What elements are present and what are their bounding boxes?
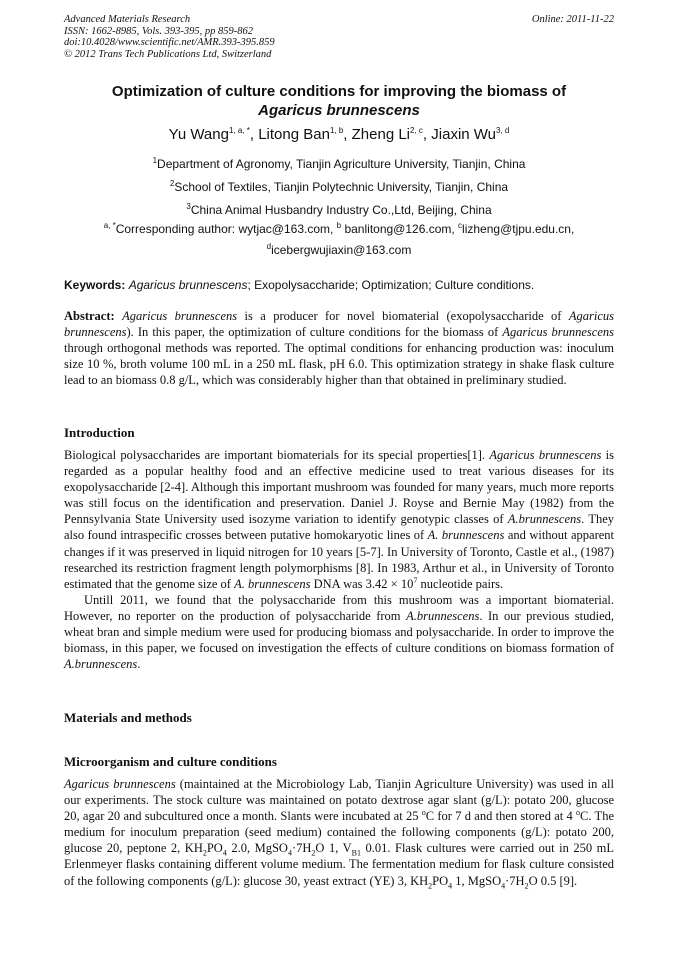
- affiliation-1: $^1$Department of Agronomy, Tianjin Agriculture University, Tianjin, China: [152, 156, 526, 171]
- copyright-line: © 2012 Trans Tech Publications Ltd, Switzerland: [64, 48, 272, 60]
- issn-line: ISSN: 1662-8985, Vols. 393-395, pp 859-862: [64, 25, 253, 37]
- intro-paragraph-2: Untill 2011, we found that the polysaccharide from this mushroom was a important biomaterial. However, no reporter on the production of polysaccharide from A.brunnescens. In our previous studied, wheat bran and simple medium were used for producing biomass and polysaccharide. In order to improve the biomass, in this paper, we focused on investigation the effects of culture conditions on biomass formation of A.brunnescens.: [64, 592, 614, 672]
- intro-paragraph-1: Biological polysaccharides are important biomaterials for its special properties[1]. Agaricus brunnescens is regarded as a popular healthy food and an effective medicine used to treat various diseases for its exopolysaccharide [2-4]. Although this important mushroom was founded for many years, much more reports was still focus on the identification and preservation. Daniel J. Royse and Bernie May (1982) from the Pennsylvania State University used isozyme variation to identify genotypic classes of A.brunnescens. They also found intraspecific crosses between putative homokaryotic lines of A. brunnescens and without apparent changes if it was preserved in liquid nitrogen for 10 years [5-7]. In University of Toronto, Castle et al., (1987) researched its restriction fragment length polymorphisms [8]. In 1983, Arthur et al., in University of Toronto estimated that the genome size of A. brunnescens DNA was $3.42 \times 10^7$ nucleotide pairs.: [64, 448, 615, 591]
- author-list: Yu Wang$^{1, a, *}$, Litong Ban$^{1, b}$, Zheng Li$^{2, c}$, Jiaxin Wu$^{3, d}$: [168, 126, 510, 143]
- microorganism-body: Agaricus brunnescens (maintained at the Microbiology Lab, Tianjin Agriculture University) was used in all our experiments. The stock culture was maintained on potato dextrose agar slant (g/L): potato 200, glucose 20, agar 20 and subcultured once a month. Slants were incubated at 25 $^o$C for 7 d and then stored at 4 $^o$C. The medium for inoculum preparation (seed medium) contained the following components (g/L): potato 200, glucose 20, peptone 2, $KH_2PO_4$ 2.0, $MgSO_4\cdot 7H_2O$ 1, $V_{B1}$ 0.01. Flask cultures were carried out in 250 mL Erlenmeyer flasks containing different volume medium. The fermentation medium for flask culture consisted of the following components (g/L): glucose 30, yeast extract (YE) 3, $KH_2PO_4$ 1, $MgSO_4\cdot 7H_2O$ 0.5 [9].: [64, 777, 614, 891]
- keywords: Keywords: Agaricus brunnescens; Exopolysaccharide; Optimization; Culture conditions.: [64, 278, 535, 292]
- author-name: Litong Ban: [258, 126, 330, 143]
- introduction-heading: Introduction: [64, 425, 135, 440]
- materials-heading: Materials and methods: [64, 710, 192, 725]
- journal-name: Advanced Materials Research: [64, 14, 191, 25]
- author-name: Jiaxin Wu: [431, 126, 497, 143]
- title-line-1: Optimization of culture conditions for improving the biomass of: [111, 83, 567, 100]
- author-name: Yu Wang: [168, 126, 229, 143]
- doi-line: doi:10.4028/www.scientific.net/AMR.393-395.859: [64, 37, 275, 48]
- microorganism-heading: Microorganism and culture conditions: [64, 754, 277, 769]
- affiliation-3: $^3$China Animal Husbandry Industry Co.,Ltd, Beijing, China: [186, 202, 492, 217]
- journal-header: [64, 14, 275, 60]
- abstract-label: Abstract:: [64, 309, 115, 323]
- abstract: Abstract: Agaricus brunnescens is a producer for novel biomaterial (exopolysaccharide of Agaricus brunnescens). In this paper, the optimization of culture conditions for the biomass of Agaricus brunnescens through orthogonal methods was reported. The optimal conditions for enhancing production was: inoculum size 10 %, broth volume 100 mL in a 250 mL flask, pH 6.0. This optimization strategy in shake flask culture lead to an biomass 0.8 g/L, which was considerably higher than that obtained in preliminary studied.: [64, 309, 615, 388]
- introduction-body: [64, 447, 614, 672]
- affiliation-2: $^2$School of Textiles, Tianjin Polytechnic University, Tianjin, China: [169, 179, 509, 194]
- corresponding-author: $^{a, *}$Corresponding author: wytjac@163.com, $^b$ banlitong@126.com, $^c$lizheng@tjpu.edu.cn,: [103, 221, 575, 236]
- title-line-2: Agaricus brunnescens: [258, 102, 420, 119]
- author-name: Zheng Li: [351, 126, 411, 143]
- paper-title: [64, 82, 614, 120]
- online-date: Online: 2011-11-22: [531, 14, 614, 25]
- corresponding-email-d: $^d$icebergwujiaxin@163.com: [266, 242, 412, 257]
